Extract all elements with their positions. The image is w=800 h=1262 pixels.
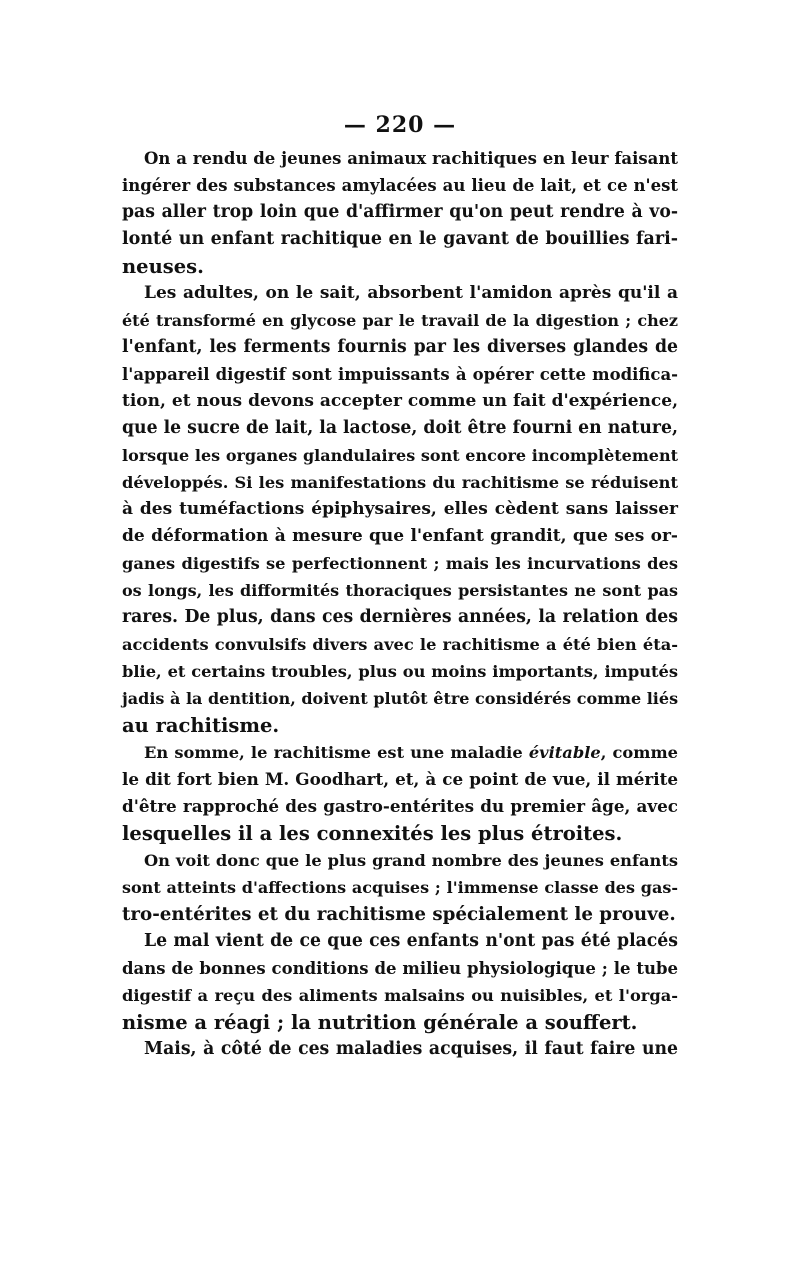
text-line: rares. De plus, dans ces dernières années, la relation des — [122, 607, 678, 627]
page-number: — 220 — — [343, 112, 457, 138]
text-line: os longs, les difformités thoraciques persistantes ne sont pas — [122, 581, 678, 600]
text-line: été transformé en glycose par le travail de la digestion ; chez — [122, 311, 678, 330]
text-line: pas aller trop loin que d'affirmer qu'on peut rendre à vo- — [122, 202, 678, 222]
text-line: accidents convulsifs divers avec le rachitisme a été bien éta- — [122, 635, 678, 654]
text-line: Mais, à côté de ces maladies acquises, il faut faire une — [144, 1039, 678, 1059]
text-line: En somme, le rachitisme est une maladie évitable, comme — [144, 743, 679, 762]
text-line: de déformation à mesure que l'enfant grandit, que ses or- — [122, 526, 678, 546]
text-line: lonté un enfant rachitique en le gavant de bouillies fari- — [122, 229, 678, 249]
text-line: sont atteints d'affections acquises ; l'immense classe des gas- — [122, 878, 678, 897]
text-line: neuses. — [122, 255, 204, 278]
text-line: On voit donc que le plus grand nombre des jeunes enfants — [144, 851, 678, 870]
text-line: lesquelles il a les connexités les plus étroites. — [122, 822, 623, 845]
text-line: d'être rapproché des gastro-entérites du premier âge, avec — [122, 796, 678, 816]
text-line: On a rendu de jeunes animaux rachitiques en leur faisant — [144, 149, 678, 168]
text-line: dans de bonnes conditions de milieu physiologique ; le tube — [122, 959, 678, 978]
text-line: Le mal vient de ce que ces enfants n'ont pas été placés — [144, 931, 678, 951]
emphasized-word: évitable — [528, 743, 601, 762]
text-line: développés. Si les manifestations du rachitisme se réduisent — [122, 473, 678, 492]
text-line: Les adultes, on le sait, absorbent l'amidon après qu'il a — [144, 283, 678, 303]
text-line: jadis à la dentition, doivent plutôt être considérés comme liés — [122, 689, 679, 708]
text-line: que le sucre de lait, la lactose, doit être fourni en nature, — [122, 418, 678, 438]
body-text — [122, 145, 678, 1063]
text-line: le dit fort bien M. Goodhart, et, à ce point de vue, il mérite — [122, 769, 678, 789]
text-line: tro-entérites et du rachitisme spécialement le prouve. — [122, 904, 676, 925]
text-line: tion, et nous devons accepter comme un fait d'expérience, — [122, 391, 678, 411]
text-line: nisme a réagi ; la nutrition générale a souffert. — [122, 1011, 638, 1034]
text-line: l'enfant, les ferments fournis par les diverses glandes de — [122, 337, 678, 357]
text-line: ganes digestifs se perfectionnent ; mais les incurvations des — [122, 554, 678, 573]
text-line: lorsque les organes glandulaires sont encore incomplètement — [122, 446, 678, 465]
text-line: digestif a reçu des aliments malsains ou nuisibles, et l'orga- — [122, 986, 678, 1005]
text-line: l'appareil digestif sont impuissants à opérer cette modifica- — [122, 365, 678, 384]
text-line: à des tuméfactions épiphysaires, elles cèdent sans laisser — [122, 499, 678, 519]
text-line: au rachitisme. — [122, 714, 280, 737]
text-line: ingérer des substances amylacées au lieu de lait, et ce n'est — [122, 176, 678, 195]
text-line: blie, et certains troubles, plus ou moins importants, imputés — [122, 662, 678, 681]
